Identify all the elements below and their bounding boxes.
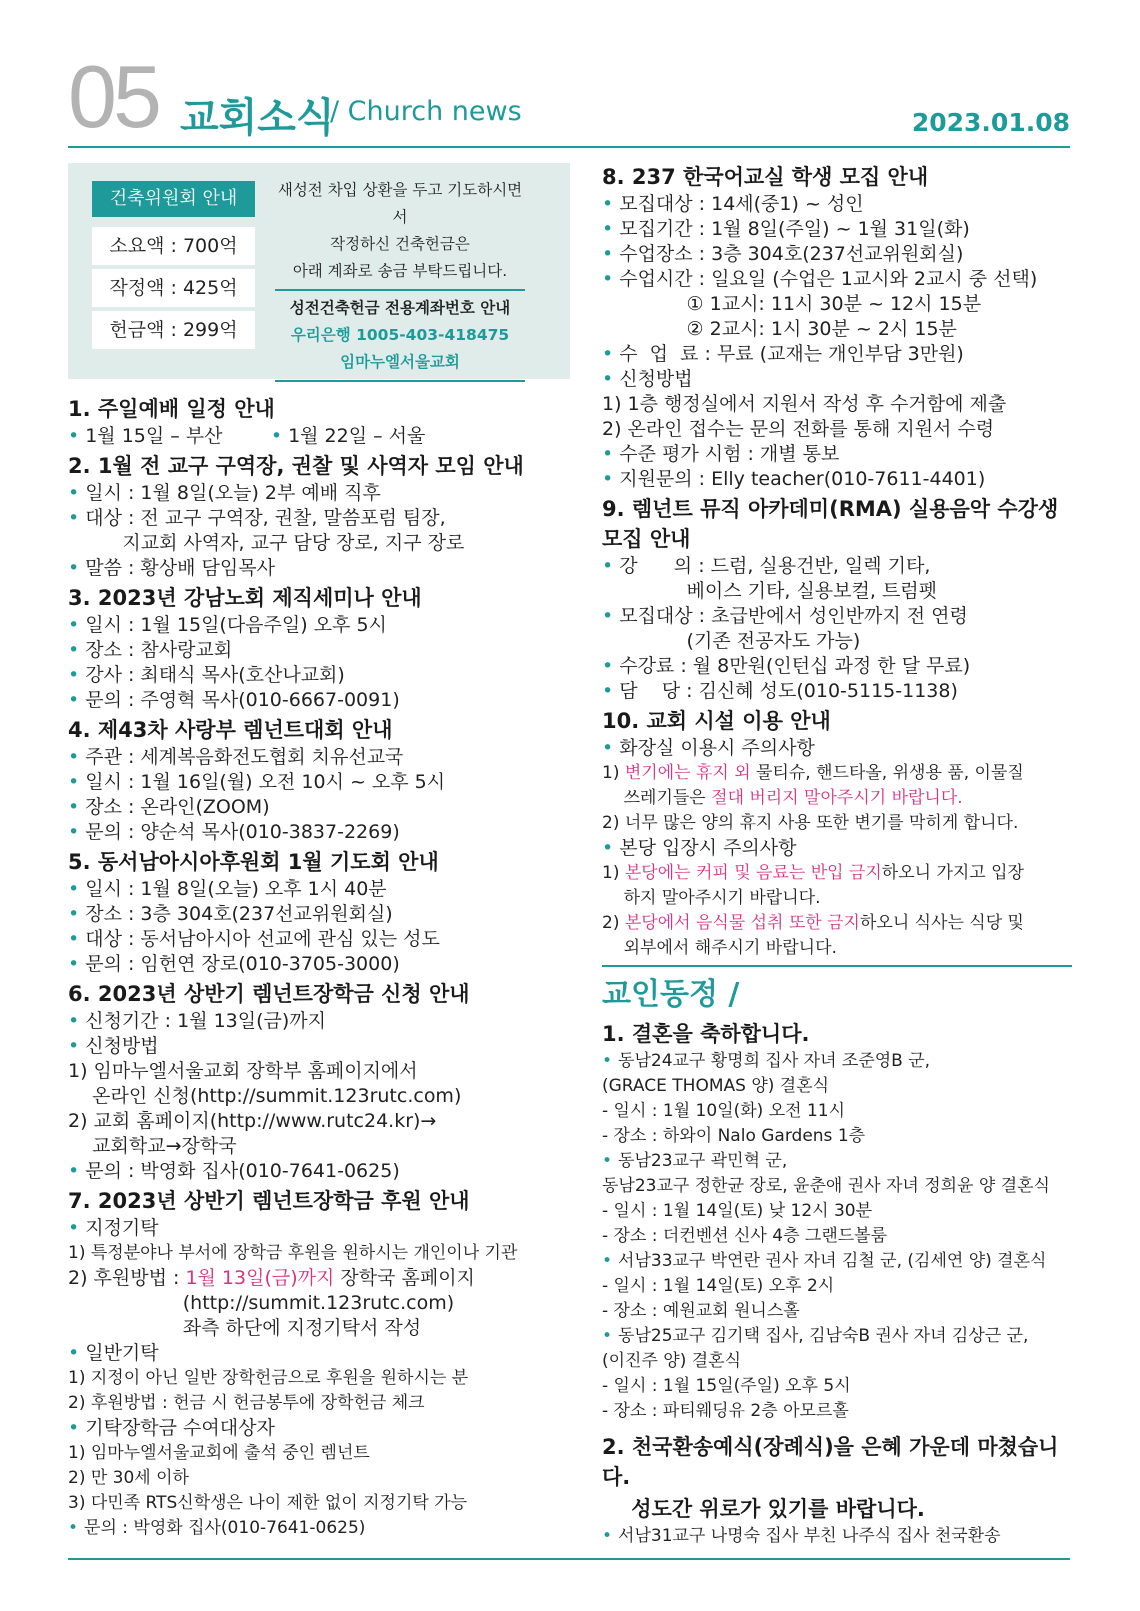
list-item: • 강 의 : 드럼, 실용건반, 일렉 기타, — [602, 554, 1072, 579]
list-item: • 기탁장학금 수여대상자 — [68, 1416, 568, 1441]
list-item: • 수강료 : 월 8만원(인턴십 과정 한 달 무료) — [602, 654, 1072, 679]
list-item: • 일시 : 1월 16일(월) 오전 10시 ~ 오후 5시 — [68, 770, 568, 795]
list-item: 하지 말아주시기 바랍니다. — [602, 888, 821, 908]
list-item: 외부에서 해주시기 바랍니다. — [602, 938, 837, 958]
list-item: 좌측 하단에 지정기탁서 작성 — [68, 1317, 422, 1339]
footer-divider — [68, 1558, 1070, 1560]
list-item: • 주관 : 세계복음화전도협회 치유선교국 — [68, 745, 568, 770]
list-item: 온라인 신청(http://summit.123rutc.com) — [68, 1085, 462, 1107]
issue-date: 2023.01.08 — [911, 108, 1070, 137]
list-item: • 신청기간 : 1월 13일(금)까지 — [68, 1009, 568, 1034]
list-item: • 모집대상 : 14세(중1) ~ 성인 — [602, 192, 1072, 217]
list-item: • 본당 입장시 주의사항 — [602, 836, 1072, 861]
building-pledged: 작정액 : 425억 — [92, 269, 255, 307]
list-item: 1) 본당에는 커피 및 음료는 반입 금지하오니 가지고 입장 — [602, 863, 1024, 883]
list-item: • 모집대상 : 초급반에서 성인반까지 전 연령 — [602, 604, 1072, 629]
section-title: 4. 제43차 사랑부 렘넌트대회 안내 — [68, 718, 393, 742]
header-divider — [68, 146, 1070, 148]
list-item: - 일시 : 1월 15일(주일) 오후 5시 — [602, 1376, 851, 1396]
building-committee-box — [68, 163, 570, 379]
list-item: • 장소 : 온라인(ZOOM) — [68, 795, 568, 820]
list-item: • 화장실 이용시 주의사항 — [602, 736, 1072, 761]
section-title: 6. 2023년 상반기 렘넌트장학금 신청 안내 — [68, 982, 470, 1006]
page-number: 05 — [68, 47, 158, 146]
section-title: 3. 2023년 강남노회 제직세미나 안내 — [68, 586, 422, 610]
list-item: • 장소 : 3층 304호(237선교위원회실) — [68, 902, 568, 927]
list-item: 1) 임마누엘서울교회에 출석 중인 렘넌트 — [68, 1443, 370, 1463]
list-item: • 일시 : 1월 15일(다음주일) 오후 5시 — [68, 613, 568, 638]
list-item: 1) 임마누엘서울교회 장학부 홈페이지에서 — [68, 1060, 418, 1082]
list-item: - 일시 : 1월 10일(화) 오전 11시 — [602, 1101, 846, 1121]
list-item: (이진주 양) 결혼식 — [602, 1351, 742, 1371]
list-item: ② 2교시: 1시 30분 ~ 2시 15분 — [602, 318, 957, 340]
list-item: • 1월 15일 – 부산 • 1월 22일 – 서울 — [68, 424, 568, 449]
list-item: 교회학교→장학국 — [68, 1135, 237, 1157]
list-item: • 강사 : 최태식 목사(호산나교회) — [68, 663, 568, 688]
list-item: • 동남24교구 황명희 집사 자녀 조준영B 군, — [602, 1049, 1072, 1074]
list-item: 2) 후원방법 : 1월 13일(금)까지 장학국 홈페이지 — [68, 1267, 475, 1289]
list-item: (GRACE THOMAS 양) 결혼식 — [602, 1076, 830, 1096]
list-item: (기존 전공자도 가능) — [602, 630, 861, 652]
list-item: 1) 변기에는 휴지 외 물티슈, 핸드타올, 위생용 품, 이물질 — [602, 763, 1024, 783]
list-item: 1) 특정분야나 부서에 장학금 후원을 원하시는 개인이나 기관 — [68, 1243, 518, 1263]
page-subtitle: / Church news — [330, 96, 522, 127]
list-item: • 신청방법 — [602, 367, 1072, 392]
list-item: • 서남31교구 나명숙 집사 부친 나주식 집사 천국환송 — [602, 1524, 1072, 1549]
list-item: • 일시 : 1월 8일(오늘) 오후 1시 40분 — [68, 877, 568, 902]
list-item: • 동남23교구 곽민혁 군, — [602, 1149, 1072, 1174]
list-item: • 서남33교구 박연란 권사 자녀 김철 군, (김세연 양) 결혼식 — [602, 1249, 1072, 1274]
list-item: • 동남25교구 김기택 집사, 김남숙B 권사 자녀 김상근 군, — [602, 1324, 1072, 1349]
building-offered: 헌금액 : 299억 — [92, 311, 255, 349]
list-item: • 대상 : 전 교구 구역장, 권찰, 말씀포럼 팀장, — [68, 506, 568, 531]
list-item: 지교회 사역자, 교구 담당 장로, 지구 장로 — [68, 532, 465, 554]
building-message — [275, 177, 525, 386]
list-item: 1) 1층 행정실에서 지원서 작성 후 수거함에 제출 — [602, 393, 1007, 415]
list-item: 2) 너무 많은 양의 휴지 사용 또한 변기를 막히게 합니다. — [602, 813, 1019, 833]
list-item: - 일시 : 1월 14일(토) 오후 2시 — [602, 1276, 835, 1296]
list-item: 동남23교구 정한균 장로, 윤춘애 권사 자녀 정희윤 양 결혼식 — [602, 1176, 1050, 1196]
list-item: • 문의 : 임헌연 장로(010-3705-3000) — [68, 952, 568, 977]
list-item: - 장소 : 파티웨딩유 2층 아모르홀 — [602, 1401, 849, 1421]
page-title: 교회소식 — [180, 95, 335, 141]
list-item: ① 1교시: 11시 30분 ~ 12시 15분 — [602, 293, 982, 315]
list-item: • 신청방법 — [68, 1034, 568, 1059]
building-msg-line: 아래 계좌로 송금 부탁드립니다. — [292, 262, 508, 280]
list-item: - 장소 : 더컨벤션 신사 4층 그랜드볼룸 — [602, 1226, 888, 1246]
list-item: • 문의 : 주영혁 목사(010-6667-0091) — [68, 688, 568, 713]
list-item: - 일시 : 1월 14일(토) 낮 12시 30분 — [602, 1201, 873, 1221]
list-item: • 모집기간 : 1월 8일(주일) ~ 1월 31일(화) — [602, 217, 1072, 242]
list-item: • 지원문의 : Elly teacher(010-7611-4401) — [602, 467, 1072, 492]
list-item: 2) 본당에서 음식물 섭취 또한 금지하오니 식사는 식당 및 — [602, 913, 1024, 933]
list-item: • 수업장소 : 3층 304호(237선교위원회실) — [602, 242, 1072, 267]
family-divider — [602, 965, 1072, 967]
left-column — [68, 392, 568, 1541]
list-item: • 담 당 : 김신혜 성도(010-5115-1138) — [602, 679, 1072, 704]
list-item: - 장소 : 예원교회 원니스홀 — [602, 1301, 800, 1321]
section-title: 2. 천국환송예식(장례식)을 은혜 가운데 마쳤습니다. — [602, 1435, 1059, 1489]
list-item: 쓰레기들은 절대 버리지 말아주시기 바랍니다. — [602, 788, 963, 808]
right-column — [602, 160, 1072, 1549]
list-item: • 문의 : 박영화 집사(010-7641-0625) — [68, 1516, 568, 1541]
section-title: 9. 렘넌트 뮤직 아카데미(RMA) 실용음악 수강생 모집 안내 — [602, 497, 1059, 551]
divider — [275, 380, 525, 382]
list-item: 2) 교회 홈페이지(http://www.rutc24.kr)→ — [68, 1110, 437, 1132]
list-item: • 수준 평가 시험 : 개별 통보 — [602, 442, 1072, 467]
section-title: 7. 2023년 상반기 렘넌트장학금 후원 안내 — [68, 1189, 470, 1213]
list-item: • 장소 : 참사랑교회 — [68, 638, 568, 663]
family-news-title: 교인동정 / — [602, 977, 740, 1012]
list-item: • 말씀 : 황상배 담임목사 — [68, 556, 568, 581]
account-number: 우리은행 1005-403-418475 — [290, 326, 510, 344]
divider — [275, 289, 525, 291]
building-required: 소요액 : 700억 — [92, 227, 255, 265]
list-item: 3) 다민족 RTS신학생은 나이 제한 없이 지정기탁 가능 — [68, 1493, 468, 1513]
account-title: 성전건축헌금 전용계좌번호 안내 — [289, 299, 511, 317]
list-item: • 수 업 료 : 무료 (교재는 개인부담 3만원) — [602, 342, 1072, 367]
page-header — [68, 47, 1070, 148]
list-item: (http://summit.123rutc.com) — [68, 1292, 455, 1314]
section-title: 2. 1월 전 교구 구역장, 권찰 및 사역자 모임 안내 — [68, 454, 524, 478]
building-msg-line: 작정하신 건축헌금은 — [330, 235, 470, 253]
list-item: • 지정기탁 — [68, 1216, 568, 1241]
list-item: • 문의 : 양순석 목사(010-3837-2269) — [68, 820, 568, 845]
list-item: • 문의 : 박영화 집사(010-7641-0625) — [68, 1159, 568, 1184]
section-title: 성도간 위로가 있기를 바랍니다. — [602, 1497, 925, 1521]
section-title: 5. 동서남아시아후원회 1월 기도회 안내 — [68, 850, 439, 874]
section-title: 8. 237 한국어교실 학생 모집 안내 — [602, 165, 929, 189]
list-item: • 대상 : 동서남아시아 선교에 관심 있는 성도 — [68, 927, 568, 952]
building-msg-line: 새성전 차입 상환을 두고 기도하시면서 — [277, 181, 523, 226]
list-item: - 장소 : 하와이 Nalo Gardens 1층 — [602, 1126, 866, 1146]
list-item: 1) 지정이 아닌 일반 장학헌금으로 후원을 원하시는 분 — [68, 1368, 469, 1388]
list-item: 2) 만 30세 이하 — [68, 1468, 189, 1488]
list-item: • 수업시간 : 일요일 (수업은 1교시와 2교시 중 선택) — [602, 267, 1072, 292]
section-title: 10. 교회 시설 이용 안내 — [602, 709, 831, 733]
list-item: • 일시 : 1월 8일(오늘) 2부 예배 직후 — [68, 481, 568, 506]
section-title: 1. 결혼을 축하합니다. — [602, 1022, 810, 1046]
list-item: 2) 후원방법 : 헌금 시 헌금봉투에 장학헌금 체크 — [68, 1393, 425, 1413]
account-name: 임마누엘서울교회 — [340, 353, 460, 371]
section-title: 1. 주일예배 일정 안내 — [68, 397, 275, 421]
list-item: 베이스 기타, 실용보컬, 트럼펫 — [602, 580, 938, 602]
building-tag: 건축위원회 안내 — [92, 181, 255, 217]
list-item: 2) 온라인 접수는 문의 전화를 통해 지원서 수령 — [602, 418, 995, 440]
list-item: • 일반기탁 — [68, 1341, 568, 1366]
